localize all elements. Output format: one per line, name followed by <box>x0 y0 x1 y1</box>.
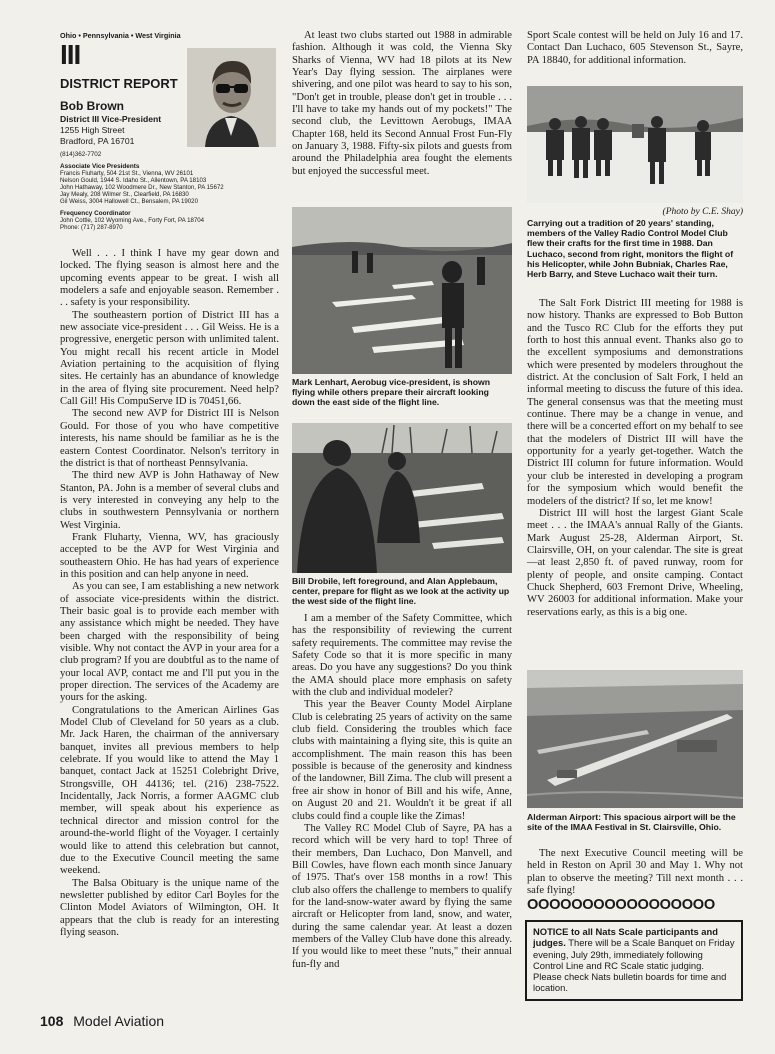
associate-vp-heading: Associate Vice Presidents <box>60 163 140 170</box>
aerial-airport-photo-icon <box>527 670 743 808</box>
director-address-1: 1255 High Street <box>60 125 125 135</box>
paragraph: At least two clubs started out 1988 in admirable fashion. Although it was cold, the Vienna Sky Sharks of Vienna, WV had 18 pilots at its New Year's Day flying session. The airplanes were shivering, and one pilot was heard to say to his son, "Don't get in trouble, please don't get in trouble . . . I'll have to take my hands out of my pockets!" The second club, the Levittown Aerobugs, IMAA Chapter 168, held its Second Annual Frost Fun-Fly on January 3, 1988. Fifty-six pilots and guests from around the Philadelphia area fought the elements but enjoyed the successful meet. <box>292 30 512 177</box>
col2-bottom-body <box>292 613 512 971</box>
flightline-east-photo <box>292 207 512 374</box>
notice-lead: NOTICE to all Nats Scale participants and judges. <box>533 926 718 949</box>
paragraph: District III will host the largest Giant Scale meet . . . the IMAA's annual Rally of the Giants. Mark August 25-28, Alderman Airport, St. Clairsville, OH, on your calendar. The site is great—at least 2,850 ft. of paved runway, room for plenty of people, and onsite camping. Contact Chuck Shepherd, 603 Fremont Drive, Wheeling, WV 26003 for additional information. Make your reservations early, as this is a big one. <box>527 507 743 618</box>
caption-1: Mark Lenhart, Aerobug vice-president, is shown flying while others prepare their aircraft looking down the east side of the flight line. <box>292 377 491 408</box>
paragraph: As you can see, I am establishing a new network of associate vice-presidents within the district. Their basic goal is to provide each member with any assistance which might be needed. They have been charged with the responsibility of being visible. Why not contact the AVP in your area for a club program? If you are doubtful as to the name of your local AVP, contact me and I'll put you in the proper direction. The services of the Academy are yours for the asking. <box>60 581 279 704</box>
associate-vp-2: Nelson Gould, 1944 S. Idaho St., Allentown, PA 18103 <box>60 177 207 185</box>
valley-club-members-photo-icon <box>527 86 743 203</box>
director-portrait <box>187 48 276 147</box>
section-title: DISTRICT REPORT <box>60 76 178 91</box>
caption-3: Carrying out a tradition of 20 years' standing, members of the Valley Radio Control Model Club flew their crafts for the first time in 1988. Dan Luchaco, second from right, monitors the flight of his Helicopter, while John Bubniak, Charles Rae, Herb Barry, and Steve Luchaco wait their turn. <box>527 218 734 280</box>
caption-2: Bill Drobile, left foreground, and Alan Applebaum, center, prepare for flight as we look at the activity up the west side of the flight line. <box>292 576 510 607</box>
caption-4: Alderman Airport: This spacious airport will be the site of the IMAA Festival in St. Clairsville, Ohio. <box>527 812 736 833</box>
frequency-line-2: Phone: (717) 287-8970 <box>60 223 123 231</box>
paragraph: The southeastern portion of District III has a new associate vice-president . . . Gil Weiss. He is a progressive, energetic person with unlimited talent. You might recall his recent article in Model Aviation pertaining to the acquisition of flying sites. He certainly has an abundance of knowledge in the area of flying site procurement. Need help? Call Gil! His CompuServe ID is 70451,66. <box>60 309 279 408</box>
district-numeral: III <box>60 39 81 70</box>
paragraph: This year the Beaver County Model Airplane Club is celebrating 25 years of activity on the same club field. Considering the troubles which face clubs with maintaining a flying site, this is quite an accomplishment. The main reason this has been possible is because of the generosity and kindness of the landowner, Bill Zima. The club will present a free air show in honor of Bill and his wife, Anne, on August 20 and 21. Wouldn't it be great if all clubs could find a couple like the Zimas! <box>292 699 512 822</box>
director-name: Bob Brown <box>60 99 124 113</box>
flightline-west-photo <box>292 423 512 573</box>
associate-vp-4: Jay Mealy, 208 Wilmer St., Clearfield, PA 16830 <box>60 191 189 199</box>
magazine-name: Model Aviation <box>73 1013 165 1029</box>
alderman-airport-photo <box>527 670 743 808</box>
associate-vp-block <box>60 163 279 231</box>
frequency-heading: Frequency Coordinator <box>60 209 131 217</box>
col1-body <box>60 248 279 939</box>
section-divider: OOOOOOOOOOOOOOOOO <box>527 897 715 913</box>
drobile-applebaum-photo-icon <box>292 423 512 573</box>
paragraph: The Salt Fork District III meeting for 1988 is now history. Thanks are expressed to Bob Button and the Tusco RC Club for the efforts they put forth to host this annual event. Thanks also go to the excellent symposiums and demonstrations which were presented by modelers throughout the district. At the conclusion of Salt Fork, I held an informal meeting to discuss the future of this idea. The general consensus was that the meeting must continue. There may be a change in venue, and there will be a concerted effort on my behalf to see that the modelers of District III will have the opportunity for a yearly get-together. Watch the District III column for future information. Would your club be interested in developing a program for the symposium which would benefit the modelers of the district? If so, let me know! <box>527 298 743 507</box>
col2-top-body <box>292 30 512 178</box>
director-phone: (814)362-7702 <box>60 151 102 158</box>
portrait-photo-icon <box>187 48 276 147</box>
paragraph: The second new AVP for District III is Nelson Gould. For those of you who have competitive interests, his name should be familiar as he is the eastern Contest Coordinator. Nelson's territory in the district is that of northeast Pennsylvania. <box>60 408 279 469</box>
paragraph: The Valley RC Model Club of Sayre, PA has a record which will be very hard to top! Three of their members, Dan Luchaco, Don Manvell, and Bill Cowles, have flown each month since January of 1975. That's over 158 months in a row! This club also offers the challenge to members to qualify for the land-snow-water award by flying the same aircraft or Helicopter from land, snow, and water, during the same calendar year. At least a dozen members of the Valley Club have done this already. If you would like to meet these "nuts," their annual fun-fly and <box>292 822 512 970</box>
associate-vp-1: Francis Fluharty, 504 21st St., Vienna, WV 26101 <box>60 170 194 178</box>
paragraph: Well . . . I think I have my gear down and locked. The flying season is almost here and the upcoming events appear to be great. I wish all modelers a safe and enjoyable season. Remember . . . safety is your responsibility. <box>60 248 279 309</box>
director-address-2: Bradford, PA 16701 <box>60 136 135 146</box>
paragraph: The Balsa Obituary is the unique name of the newsletter published by editor Carl Boyles for the Clinton Model Aviators of Wilmington, OH. It appears that the club is ready for an interesting flying season. <box>60 877 279 938</box>
director-title: District III Vice-President <box>60 114 162 124</box>
page-number: 108 <box>40 1013 64 1029</box>
aerobug-flightline-photo-icon <box>292 207 512 374</box>
col3-end-body <box>527 848 743 897</box>
paragraph: The third new AVP is John Hathaway of New Stanton, PA. John is a member of several clubs and is very interested in conveying any help to the clubs in southwestern Pennsylvania or northern West Virginia. <box>60 470 279 531</box>
col3-top-body <box>527 30 743 67</box>
associate-vp-3: John Hathaway, 102 Woodmere Dr., New Stanton, PA 15672 <box>60 184 224 192</box>
states-line: Ohio • Pennsylvania • West Virginia <box>60 31 181 40</box>
paragraph: Congratulations to the American Airlines Gas Model Club of Cleveland for 50 years as a club. Mr. Jack Haren, the chairman of the anniversary banquet, invites all previous members to help celebrate. If you would like to attend the May 1 banquet, contact Jack at 15251 Colebright Drive, Strongsville, OH 44136; tel. (216) 238-7522. Incidentally, Jack Norris, a former AAGMC club member, will speak about his experience as technical director and mission control for the around-the-world flight of the Voyager. I certainly would like to attend this celebration but cannot, due to the Executive Council meeting the same weekend. <box>60 704 279 877</box>
footer <box>40 1013 164 1029</box>
associate-vp-5: Gil Weiss, 3004 Hallowell Ct., Bensalem, PA 19020 <box>60 198 198 206</box>
notice-body: There will be a Scale Banquet on Friday evening, July 29th, immediately following Control Line and RC Scale static judging. Please check Nats bulletin boards for time and location. <box>533 937 735 994</box>
frequency-line-1: John Cottle, 102 Wyoming Ave., Forty Fort, PA 18704 <box>60 216 205 224</box>
col3-mid-body <box>527 298 743 619</box>
valley-club-photo <box>527 86 743 203</box>
paragraph: I am a member of the Safety Committee, which has the responsibility of reviewing the current safety requirements. The committee may revise the Safety Code so that it is more specific in many areas. Do you have any suggestions? Do you think the AMA should place more emphasis on safety with the club and individual modeler? <box>292 613 512 699</box>
photo-credit: (Photo by C.E. Shay) <box>662 207 743 217</box>
paragraph: The next Executive Council meeting will be held in Reston on April 30 and May 1. Why not plan to observe the meeting? Till next month . . . safe flying! <box>527 848 743 897</box>
paragraph: Sport Scale contest will be held on July 16 and 17. Contact Dan Luchaco, 605 Stevenson St., Sayre, PA 18840, for additional information. <box>527 30 743 66</box>
nats-notice-box <box>525 920 743 1001</box>
paragraph: Frank Fluharty, Vienna, WV, has graciously accepted to be the AVP for West Virginia and southeastern Ohio. He has had years of experience in this position and can help anyone in need. <box>60 531 279 580</box>
